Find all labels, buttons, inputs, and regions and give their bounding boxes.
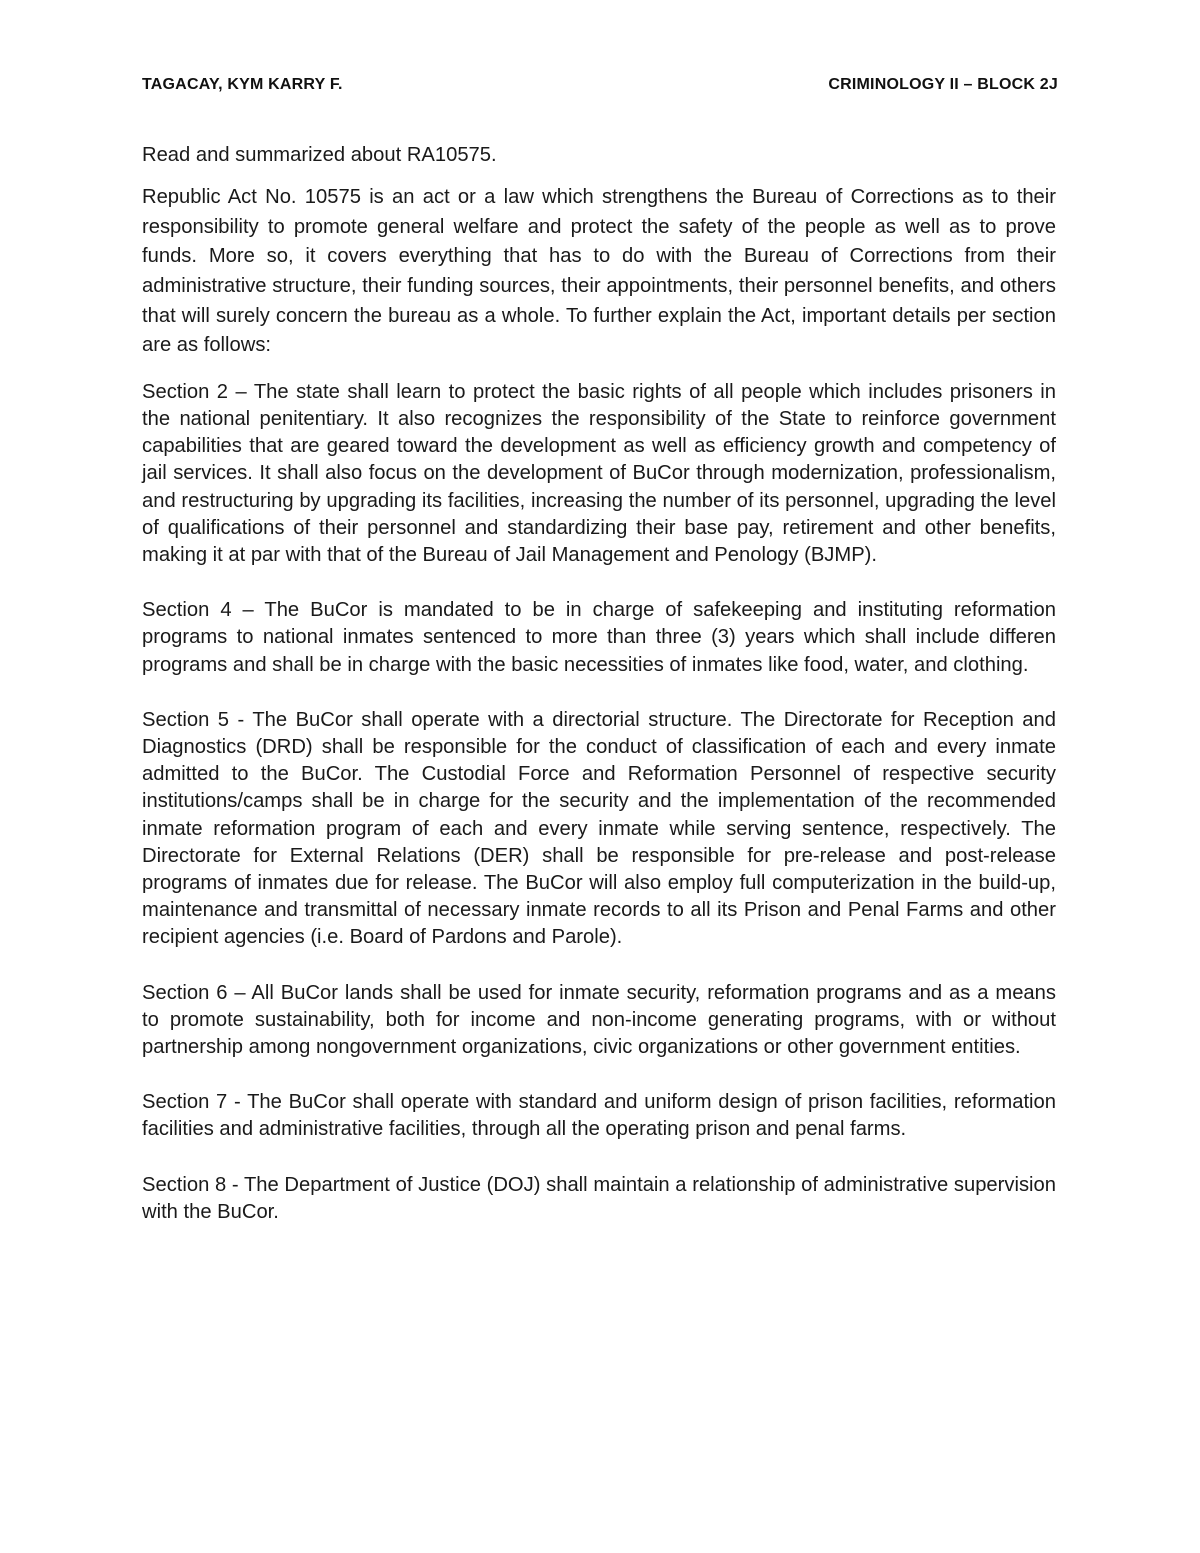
document-body bbox=[142, 142, 1056, 1254]
course-block: CRIMINOLOGY II – BLOCK 2J bbox=[828, 76, 1058, 93]
intro-paragraph: Republic Act No. 10575 is an act or a law which strengthens the Bureau of Corrections as to their responsibility to promote general welfare and protect the safety of the people as well as to prove funds. More so, it covers everything that has to do with the Bureau of Corrections from their administrative structure, their funding sources, their appointments, their personnel benefits, and others that will surely concern the bureau as a whole. To further explain the Act, important details per section are as follows: bbox=[142, 186, 1056, 357]
section-4-paragraph: Section 4 – The BuCor is mandated to be in charge of safekeeping and instituting reformation programs to national inmates sentenced to more than three (3) years which shall include differen programs and shall be in charge with the basic necessities of inmates like food, water, and clothing. bbox=[142, 599, 1056, 676]
section-2-paragraph: Section 2 – The state shall learn to protect the basic rights of all people which includes prisoners in the national penitentiary. It also recognizes the responsibility of the State to reinforce government capabilities that are geared toward the development as well as efficiency growth and competency of jail services. It shall also focus on the development of BuCor through modernization, professionalism, and restructuring by upgrading its facilities, increasing the number of its personnel, upgrading the level of qualifications of their personnel and standardizing their base pay, retirement and other benefits, making it at par with that of the Bureau of Jail Management and Penology (BJMP). bbox=[142, 380, 1056, 566]
section-6-paragraph: Section 6 – All BuCor lands shall be used for inmate security, reformation programs and as a means to promote sustainability, both for income and non-income generating programs, with or without partnership among nongovernment organizations, civic organizations or other government entities. bbox=[142, 981, 1056, 1059]
section-8-paragraph: Section 8 - The Department of Justice (DOJ) shall maintain a relationship of administrative supervision with the BuCor. bbox=[142, 1173, 1056, 1223]
section-5-paragraph: Section 5 - The BuCor shall operate with a directorial structure. The Directorate for Reception and Diagnostics (DRD) shall be responsible for the conduct of classification of each and every inmate admitted to the BuCor. The Custodial Force and Reformation Personnel of respective security institutions/camps shall be in charge for the security and the implementation of the recommended inmate reformation program of each and every inmate while serving sentence, respectively. The Directorate for External Relations (DER) shall be responsible for pre-release and post-release programs of inmates due for release. The BuCor will also employ full computerization in the build-up, maintenance and transmittal of necessary inmate records to all its Prison and Penal Farms and other recipient agencies (i.e. Board of Pardons and Parole). bbox=[142, 708, 1056, 949]
page-header bbox=[142, 76, 1058, 94]
section-7-paragraph: Section 7 - The BuCor shall operate with standard and uniform design of prison facilities, reformation facilities and administrative facilities, through all the operating prison and penal farms. bbox=[142, 1091, 1056, 1141]
document-title-line: Read and summarized about RA10575. bbox=[142, 144, 497, 166]
author-name: TAGACAY, KYM KARRY F. bbox=[142, 76, 343, 93]
